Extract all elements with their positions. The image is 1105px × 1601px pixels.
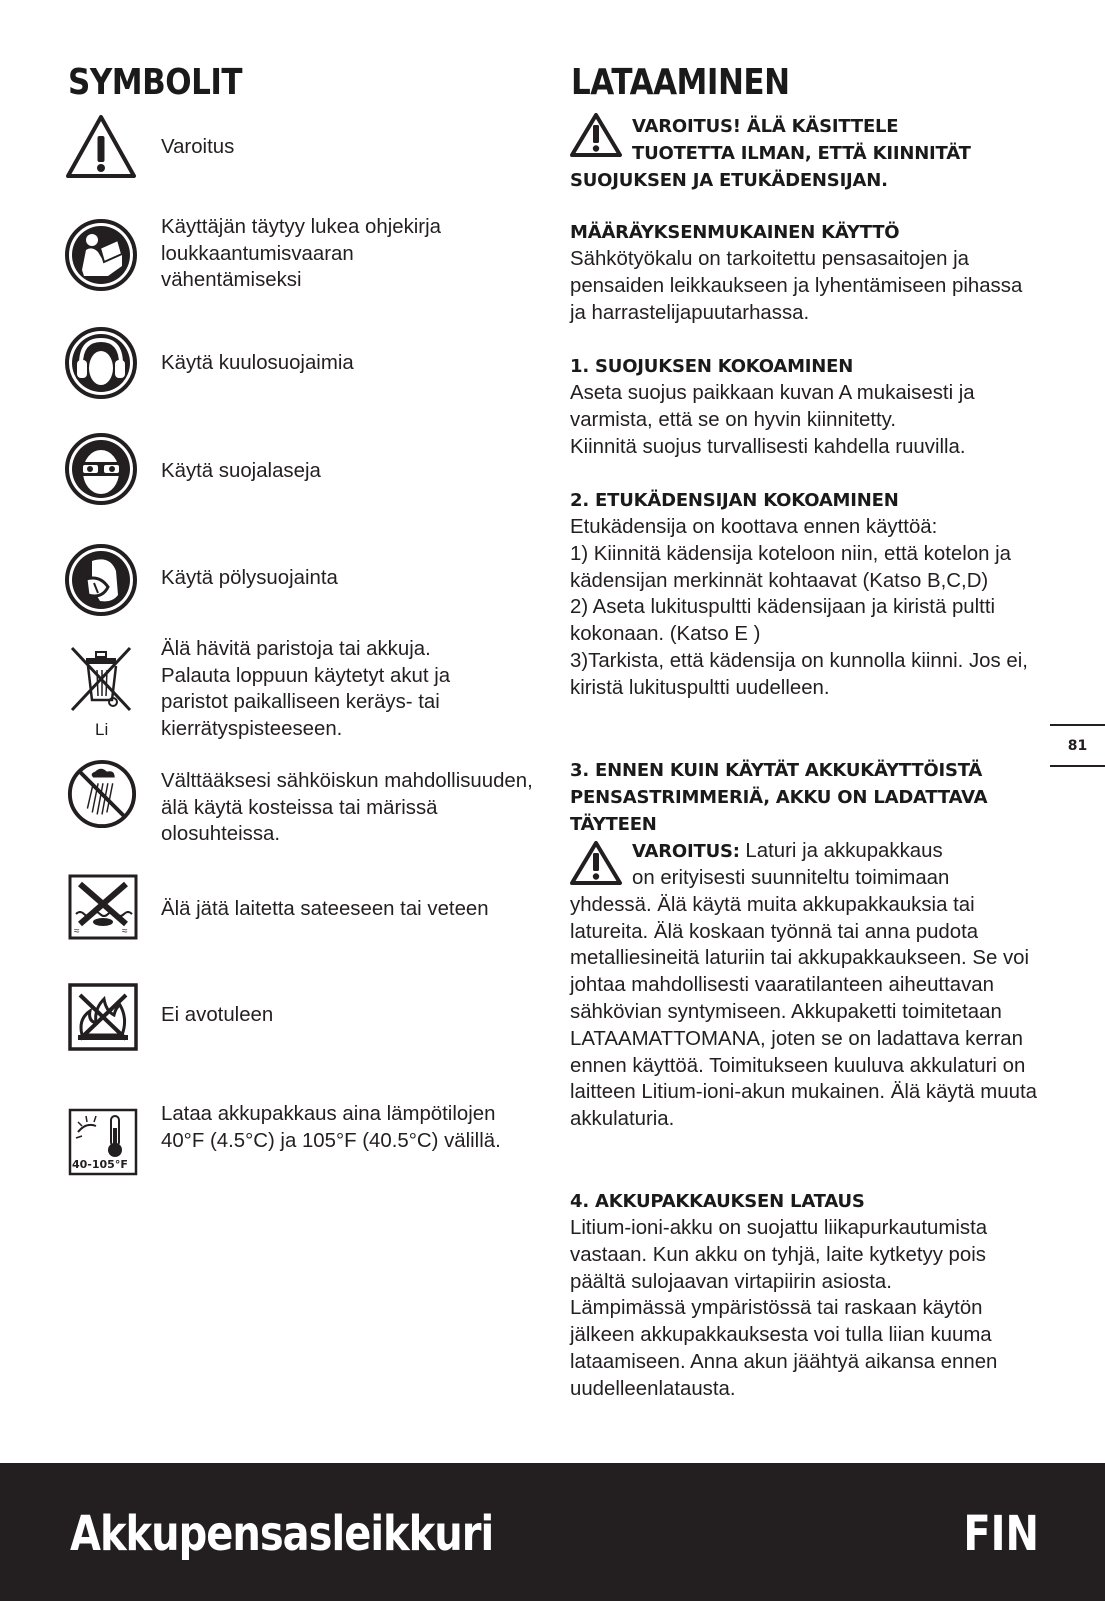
symbol-text-temperature: Lataa akkupakkaus aina lämpötilojen 40°F (4.5°C) ja 105°F (40.5°C) välillä. [161, 1103, 501, 1152]
section-before-use-warning [570, 838, 1040, 1133]
section-body: Litium-ioni-akku on suojattu liikapurkautumista vastaan. Kun akku on tyhjä, laite kytketyy pois päältä sulojaavan virtapiirin asiosta. [570, 1217, 988, 1293]
section-title: 4. AKKUPAKKAUKSEN LATAUS [570, 1191, 865, 1212]
safety-glasses-icon [64, 432, 138, 506]
symbol-text-ear-protection: Käytä kuulosuojaimia [161, 352, 354, 374]
section-body: 1) Kiinnitä kädensija koteloon niin, että kotelon ja kädensijan merkinnät kohtaavat (Katso B,C,D) [570, 542, 1011, 592]
warning-text: on erityisesti suunniteltu toimimaan [632, 867, 950, 889]
warning-handle-guard: VAROITUS! ÄLÄ KÄSITTELE TUOTETTA ILMAN, ETTÄ KIINNITÄT SUOJUKSEN JA ETUKÄDENSIJAN. [570, 116, 971, 191]
footer-product-title: Akkupensasleikkuri [70, 1507, 494, 1563]
symbols-heading: SYMBOLIT [68, 62, 243, 104]
section-title: MÄÄRÄYKSENMUKAINEN KÄYTTÖ [570, 222, 900, 243]
no-fire-icon [68, 983, 138, 1051]
section-title: 1. SUOJUKSEN KOKOAMINEN [570, 356, 854, 377]
section-body: Kiinnitä suojus turvallisesti kahdella ruuvilla. [570, 435, 966, 458]
warning-triangle-icon [64, 112, 138, 186]
section-body: yhdessä. Älä käytä muita akkupakkauksia tai latureita. Älä koskaan työnnä tai anna pudota metalliesineitä laturiin tai akkupakkaukseen. Se voi johtaa mahdollisesti vaaratilanteen aiheuttavan sähkövian syntymiseen. Akkupaketti toimitetaan LATAAMATTOMANA, joten se on ladattava kerran ennen käyttöä. Toimitukseen kuuluva akkulaturi on laitteen Litium-ioni-akun mukainen. Älä käytä muuta akkulaturia. [570, 893, 1037, 1131]
section-body: Sähkötyökalu on tarkoitettu pensasaitojen ja pensaiden leikkaukseen ja lyhentämiseen pihassa ja harrastelijapuutarhassa. [570, 248, 1023, 324]
symbol-text-dust-mask: Käytä pölysuojainta [161, 567, 338, 589]
no-rain-icon [66, 758, 138, 830]
footer-language-code: FIN [963, 1507, 1039, 1563]
symbol-text-warning: Varoitus [161, 136, 235, 158]
read-manual-icon [64, 218, 138, 292]
svg-text:≈: ≈ [74, 926, 80, 937]
footer-bar [0, 1463, 1105, 1601]
symbol-text-no-water: Älä jätä laitetta sateeseen tai veteen [161, 898, 489, 920]
no-water-icon [68, 874, 138, 940]
page-number: 81 [1050, 724, 1105, 767]
section-title: 2. ETUKÄDENSIJAN KOKOAMINEN [570, 490, 899, 511]
symbol-text-safety-glasses: Käytä suojalaseja [161, 460, 321, 482]
section-title: 3. ENNEN KUIN KÄYTÄT AKKUKÄYTTÖISTÄ PENSASTRIMMERIÄ, AKKU ON LADATTAVA TÄYTEEN [570, 760, 988, 835]
symbol-text-battery-disposal: Älä hävitä paristoja tai akkuja. Palauta loppuun käytetyt akut ja paristot paikalliseen keräys- tai kierrätyspisteeseen. [161, 638, 451, 740]
section-guard-assembly [570, 353, 1040, 460]
temperature-icon-label: 40-105°F [72, 1158, 128, 1171]
ear-protection-icon [64, 326, 138, 400]
crossed-bin-icon [66, 644, 136, 714]
symbol-text-read-manual: Käyttäjän täytyy lukea ohjekirja loukkaantumisvaaran vähentämiseksi [161, 216, 441, 291]
symbol-text-no-wet: Välttääksesi sähköiskun mahdollisuuden, älä käytä kosteissa tai märissä olosuhteissa. [161, 770, 533, 845]
section-body: Aseta suojus paikkaan kuvan A mukaisesti ja varmista, että se on hyvin kiinnitetty. [570, 382, 975, 431]
section-body: 3)Tarkista, että kädensija on kunnolla kiinni. Jos ei, kiristä lukituspultti uudelleen. [570, 649, 1028, 699]
section-body: 2) Aseta lukituspultti kädensijaan ja kiristä pultti kokonaan. (Katso E ) [570, 596, 996, 646]
section-intended-use [570, 219, 1040, 326]
section-before-use [570, 757, 1040, 838]
charging-heading: LATAAMINEN [571, 62, 790, 104]
section-body: Etukädensija on koottava ennen käyttöä: [570, 516, 938, 538]
section-body: Lämpimässä ympäristössä tai raskaan käytön jälkeen akkupakkauksesta voi tulla liian kuuma lataamiseen. Anna akun jäähtyä aikansa ennen uudelleenlatausta. [570, 1297, 998, 1400]
warning-text: Laturi ja akkupakkaus [739, 840, 943, 862]
svg-text:≈: ≈ [122, 926, 128, 937]
section-battery-charging [570, 1188, 1040, 1403]
section-handle-assembly [570, 487, 1040, 702]
bin-icon-label: Li [95, 720, 109, 739]
dust-mask-icon [64, 543, 138, 617]
warning-label: VAROITUS: [632, 841, 740, 862]
symbol-text-no-fire: Ei avotuleen [161, 1004, 274, 1026]
